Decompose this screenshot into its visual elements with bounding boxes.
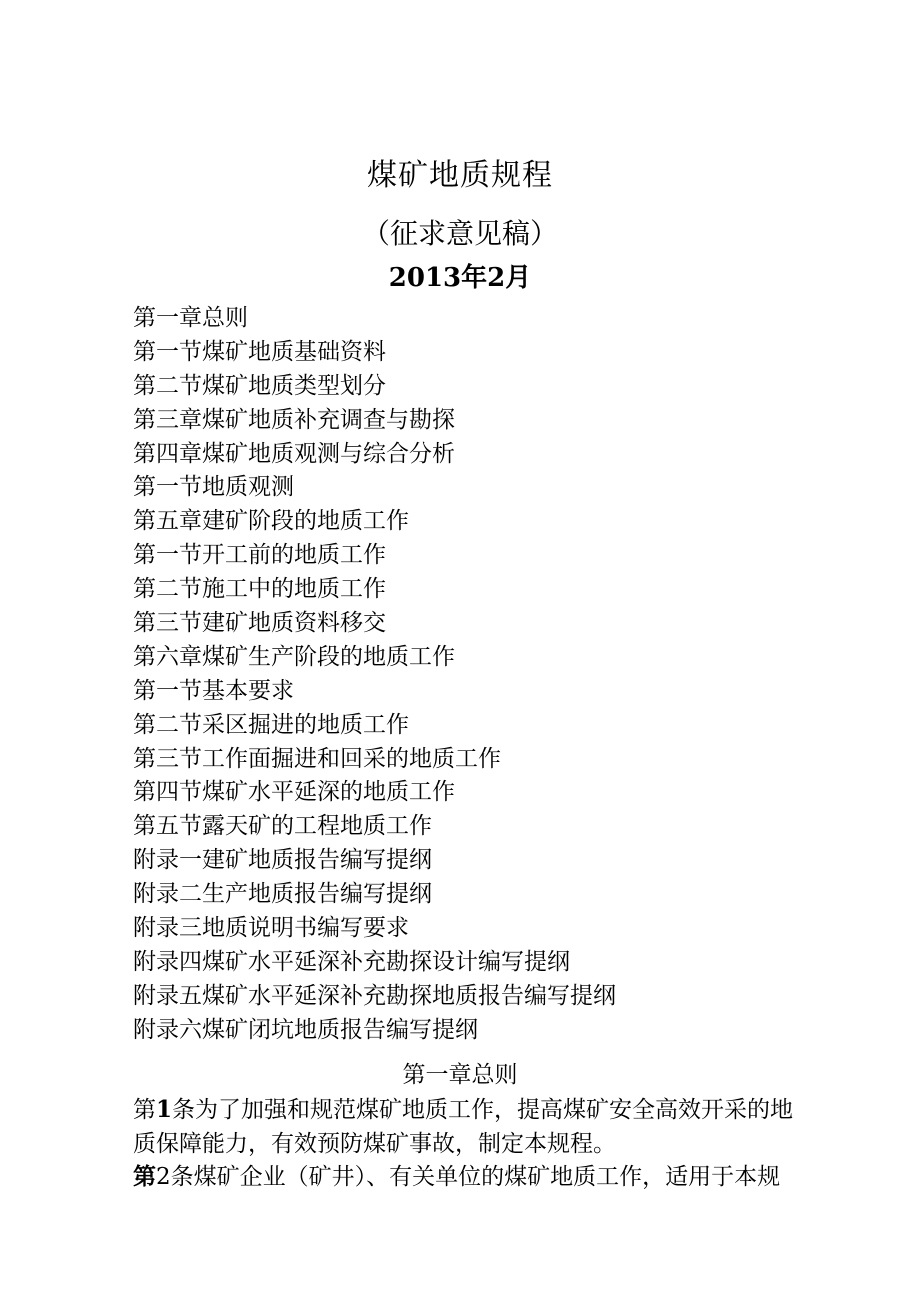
toc-item: 第二节施工中的地质工作 (133, 576, 386, 603)
article-number: 1 (156, 1096, 173, 1123)
document-subtitle: （征求意见稿） (361, 217, 558, 250)
document-date: 2013年2月 (388, 263, 532, 293)
toc-item: 第二节采区掘进的地质工作 (133, 711, 409, 738)
document-title: 煤矿地质规程 (367, 158, 553, 193)
toc-item: 附录六煤矿闭坑地质报告编写提纲 (133, 1016, 478, 1043)
toc-item: 第一章总则 (133, 305, 248, 331)
toc-item: 第一节地质观测 (133, 474, 294, 501)
toc-item: 附录五煤矿水平延深补充勘探地质报告编写提纲 (133, 982, 616, 1009)
article-prefix: 第 (133, 1164, 156, 1190)
article-text: 条煤矿企业（矿井）、有关单位的煤矿地质工作，适用于本规 (170, 1164, 781, 1190)
toc-item: 附录二生产地质报告编写提纲 (133, 881, 432, 908)
toc-item: 第三节工作面掘进和回采的地质工作 (133, 745, 501, 772)
toc-item: 第六章煤矿生产阶段的地质工作 (133, 643, 455, 670)
toc-item: 第五章建矿阶段的地质工作 (133, 508, 409, 535)
toc-item: 第一节开工前的地质工作 (133, 542, 386, 569)
toc-item: 第四节煤矿水平延深的地质工作 (133, 779, 455, 806)
toc-item: 第三章煤矿地质补充调查与勘探 (133, 406, 455, 433)
article-1 (133, 1093, 803, 1161)
article-2 (133, 1160, 803, 1194)
chapter-heading: 第一章总则 (402, 1062, 518, 1088)
toc-item: 附录三地质说明书编写要求 (133, 915, 409, 942)
article-number: 2 (156, 1164, 171, 1190)
toc-item: 第一节基本要求 (133, 677, 294, 704)
toc-item: 第四章煤矿地质观测与综合分析 (133, 440, 455, 467)
toc-item: 附录四煤矿水平延深补充勘探设计编写提纲 (133, 948, 570, 975)
toc-item: 第五节露天矿的工程地质工作 (133, 813, 432, 840)
article-text: 条为了加强和规范煤矿地质工作，提高煤矿安全高效开采的地质保障能力，有效预防煤矿事故，制定本规程。 (133, 1097, 794, 1157)
toc-item: 附录一建矿地质报告编写提纲 (133, 847, 432, 874)
toc-item: 第三节建矿地质资料移交 (133, 610, 386, 637)
table-of-contents (133, 302, 616, 1048)
toc-item: 第一节煤矿地质基础资料 (133, 338, 386, 365)
toc-item: 第二节煤矿地质类型划分 (133, 372, 386, 399)
article-prefix: 第 (133, 1097, 156, 1123)
